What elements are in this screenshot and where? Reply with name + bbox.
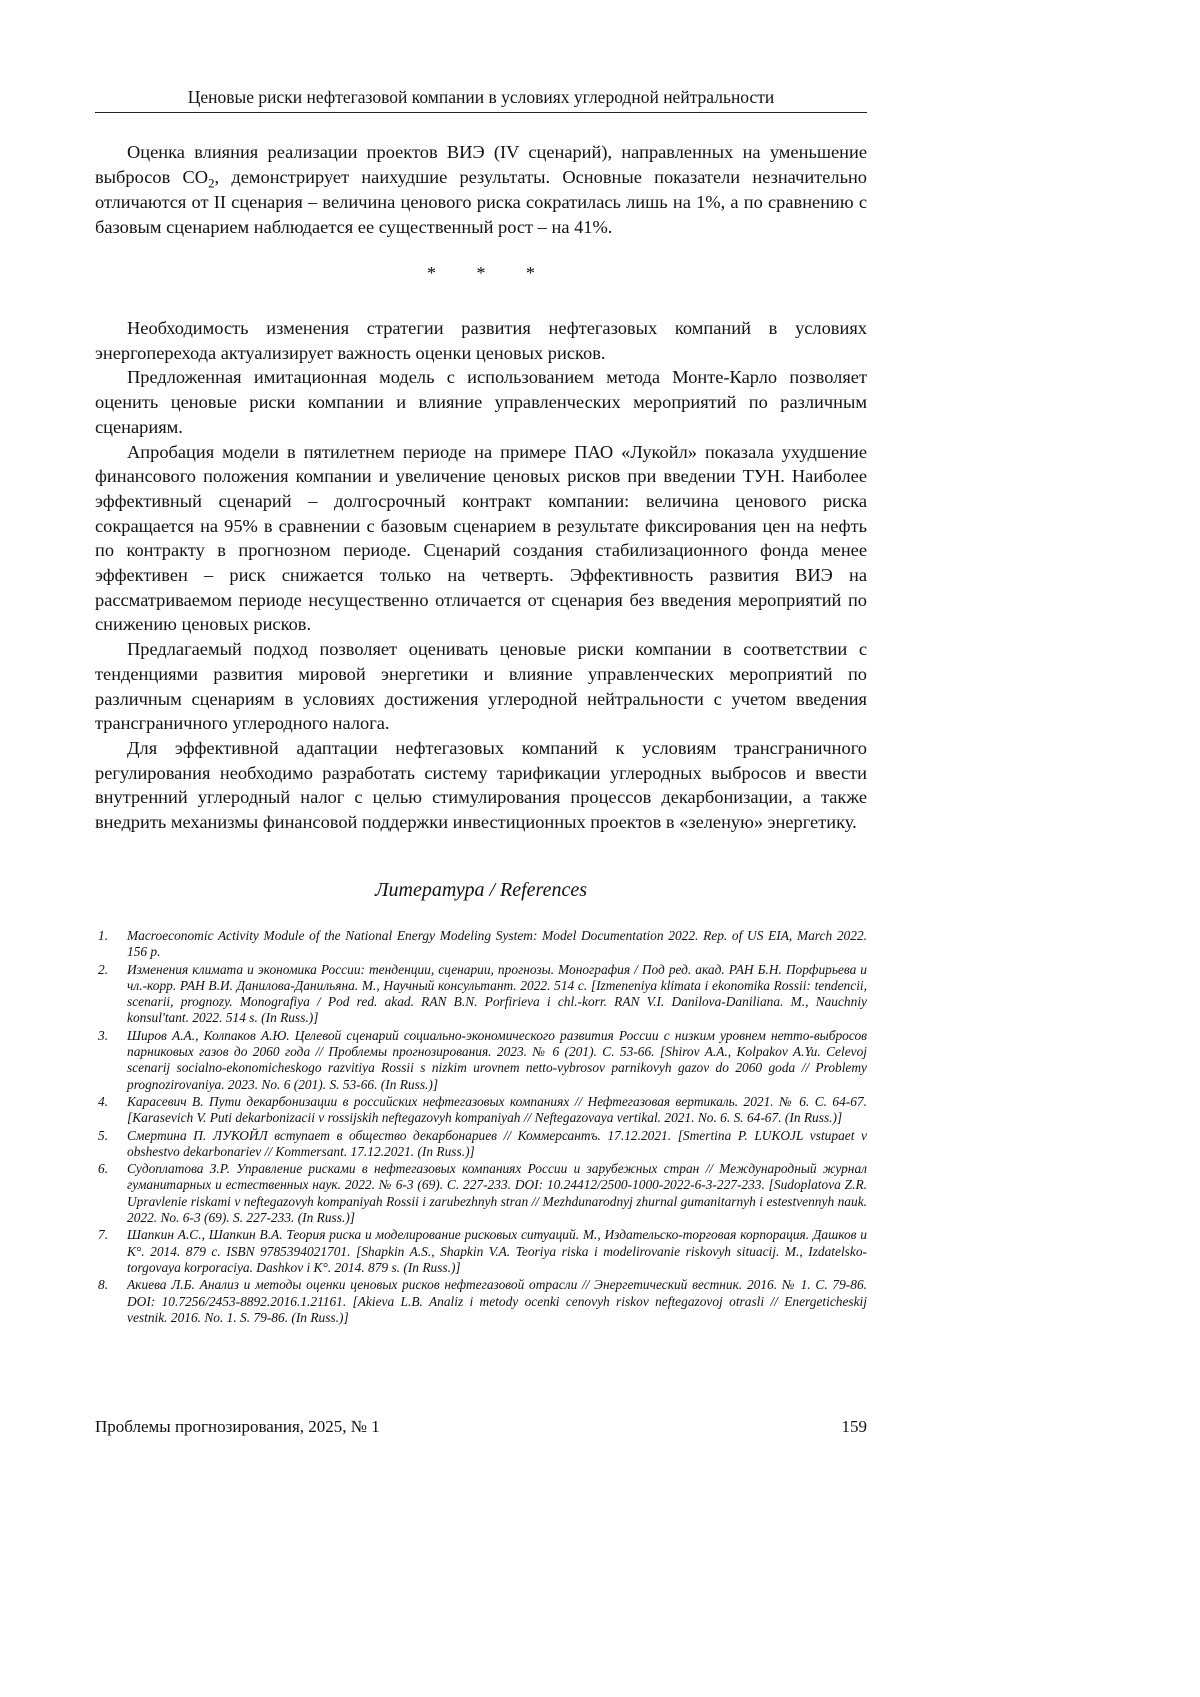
conclusion-section — [95, 316, 867, 835]
reference-text: Судоплатова З.Р. Управление рисками в нефтегазовых компаниях России и зарубежных стран // Международный журнал гуманитарных и естественных наук. 2022. № 6-3 (69). С. 227-233. DOI: 10.24412/2500-1000-2022-6-3-227-233. [Sudoplatova Z.R. Upravlenie riskami v neftegazovyh kompaniyah Rossii i zarubezhnyh stran // Mezhdunarodnyj zhurnal gumanitarnyh i estestvennyh nauk. 2022. No. 6-3 (69). S. 227-233. (In Russ.)] — [127, 1161, 867, 1226]
reference-number: 6. — [98, 1161, 109, 1177]
reference-item — [95, 1227, 867, 1276]
references-list — [95, 928, 867, 1327]
reference-number: 1. — [98, 928, 109, 943]
intro-text-after: , демонстрирует наихудшие результаты. Основные показатели незначительно отличаются от II сценария – величина ценового риска сократилась лишь на 1%, а по сравнению с базовым сценарием наблюдается ее существенный рост – на 41%. — [95, 167, 868, 237]
conclusion-paragraph: Предложенная имитационная модель с использованием метода Монте-Карло позволяет оценить ценовые риски компании и влияние управленческих мероприятий по различным сценариям. — [95, 367, 867, 437]
reference-number: 8. — [98, 1277, 109, 1293]
co2-subscript: 2 — [208, 176, 215, 191]
conclusion-paragraph: Предлагаемый подход позволяет оценивать ценовые риски компании в соответствии с тенденциями развития мировой энергетики и влияние управленческих мероприятий по различным сценариям в условиях достижения углеродной нейтральности с учетом введения трансграничного углеродного налога. — [95, 639, 867, 734]
reference-item — [95, 1028, 867, 1093]
intro-paragraph — [95, 140, 867, 240]
reference-text: Акиева Л.Б. Анализ и методы оценки ценовых рисков нефтегазовой отрасли // Энергетический вестник. 2016. № 1. С. 79-86. DOI: 10.7256/2453-8892.2016.1.21161. [Akieva L.B. Analiz i metody ocenki cenovyh riskov neftegazovoj otrasli // Energeticheskij vestnik. 2016. No. 1. S. 79-86. (In Russ.)] — [127, 1277, 867, 1325]
reference-text: Шапкин А.С., Шапкин В.А. Теория риска и моделирование рисковых ситуаций. М., Издательско-торговая корпорация. Дашков и К°. 2014. 879 с. ISBN 9785394021701. [Shapkin A.S., Shapkin V.A. Teoriya riska i modelirovanie riskovyh situacij. M., Izdatelsko-torgovaya korporaciya. Dashkov i K°. 2014. 879 s. (In Russ.)] — [127, 1227, 867, 1275]
conclusion-paragraph: Апробация модели в пятилетнем периоде на примере ПАО «Лукойл» показала ухудшение финансового положения компании и увеличение ценовых рисков при введении ТУН. Наиболее эффективный сценарий – долгосрочный контракт компании: величина ценового риска сокращается на 95% в сравнении с базовым сценарием в результате фиксирования цен на нефть по контракту в прогнозном периоде. Сценарий создания стабилизационного фонда менее эффективен – риск снижается только на четверть. Эффективность развития ВИЭ на рассматриваемом периоде несущественно отличается от сценария без введения мероприятий по снижению ценовых рисков. — [95, 441, 867, 635]
reference-item — [95, 962, 867, 1027]
page-number: 159 — [841, 1417, 867, 1436]
reference-item — [95, 1277, 867, 1326]
section-separator: * * * — [427, 263, 553, 283]
reference-text: Macroeconomic Activity Module of the National Energy Modeling System: Model Documentation 2022. Rep. of US EIA, March 2022. 156 p. — [127, 928, 867, 960]
reference-item — [95, 928, 867, 961]
reference-number: 5. — [98, 1127, 109, 1143]
reference-item — [95, 1094, 867, 1127]
journal-footer: Проблемы прогнозирования, 2025, № 1 — [95, 1417, 380, 1436]
reference-item — [95, 1161, 867, 1226]
reference-text: Изменения климата и экономика России: тенденции, сценарии, прогнозы. Монография / Под ред. акад. РАН Б.Н. Порфирьева и чл.-корр. РАН В.И. Данилова-Данильяна. М., Научный консультант. 2022. 514 с. [Izmeneniya klimata i ekonomika Rossii: tendencii, scenarii, prognozy. Monografiya / Pod red. akad. RAN B.N. Porfirieva i chl.-korr. RAN V.I. Danilova-Daniliana. M., Nauchniy konsul'tant. 2022. 514 s. (In Russ.)] — [127, 961, 867, 1026]
reference-number: 4. — [98, 1093, 109, 1109]
references-title: Литература / References — [375, 879, 587, 901]
intro-section — [95, 140, 867, 240]
reference-number: 2. — [98, 961, 109, 977]
intro-text-before: Оценка влияния реализации проектов ВИЭ (IV сценарий), направленных на уменьшение выбросов CO — [95, 142, 867, 187]
reference-text: Смертина П. ЛУКОЙЛ вступает в общество декарбонариев // Коммерсантъ. 17.12.2021. [Smertina P. LUKOJL vstupaet v obshestvo dekarbonariev // Kommersant. 17.12.2021. (In Russ.)] — [127, 1127, 867, 1159]
reference-number: 7. — [98, 1227, 109, 1243]
reference-item — [95, 1128, 867, 1161]
conclusion-paragraph: Необходимость изменения стратегии развития нефтегазовых компаний в условиях энергоперехода актуализирует важность оценки ценовых рисков. — [95, 318, 867, 363]
reference-text: Карасевич В. Пути декарбонизации в российских нефтегазовых компаниях // Нефтегазовая вертикаль. 2021. № 6. С. 64-67. [Karasevich V. Puti dekarbonizacii v rossijskih neftegazovyh kompaniyah // Neftegazovaya vertikal. 2021. No. 6. S. 64-67. (In Russ.)] — [127, 1093, 867, 1126]
conclusion-paragraph: Для эффективной адаптации нефтегазовых компаний к условиям трансграничного регулирования необходимо разработать систему тарификации углеродных выбросов и ввести внутренний углеродный налог с целью стимулирования процессов декарбонизации, а также внедрить механизмы финансовой поддержки инвестиционных проектов в «зеленую» энергетику. — [95, 737, 867, 833]
running-title: Ценовые риски нефтегазовой компании в условиях углеродной нейтральности — [95, 86, 867, 113]
reference-text: Широв А.А., Колпаков А.Ю. Целевой сценарий социально-экономического развития России с низким уровнем нетто-выбросов парниковых газов до 2060 года // Проблемы прогнозирования. 2023. № 6 (201). С. 53-66. [Shirov A.A., Kolpakov A.Yu. Celevoj scenarij socialno-ekonomicheskogo razvitiya Rossii s nizkim urovnem netto-vybrosov parnikovyh gazov do 2060 goda // Problemy prognozirovaniya. 2023. No. 6 (201). S. 53-66. (In Russ.)] — [127, 1027, 867, 1092]
reference-number: 3. — [98, 1027, 109, 1043]
